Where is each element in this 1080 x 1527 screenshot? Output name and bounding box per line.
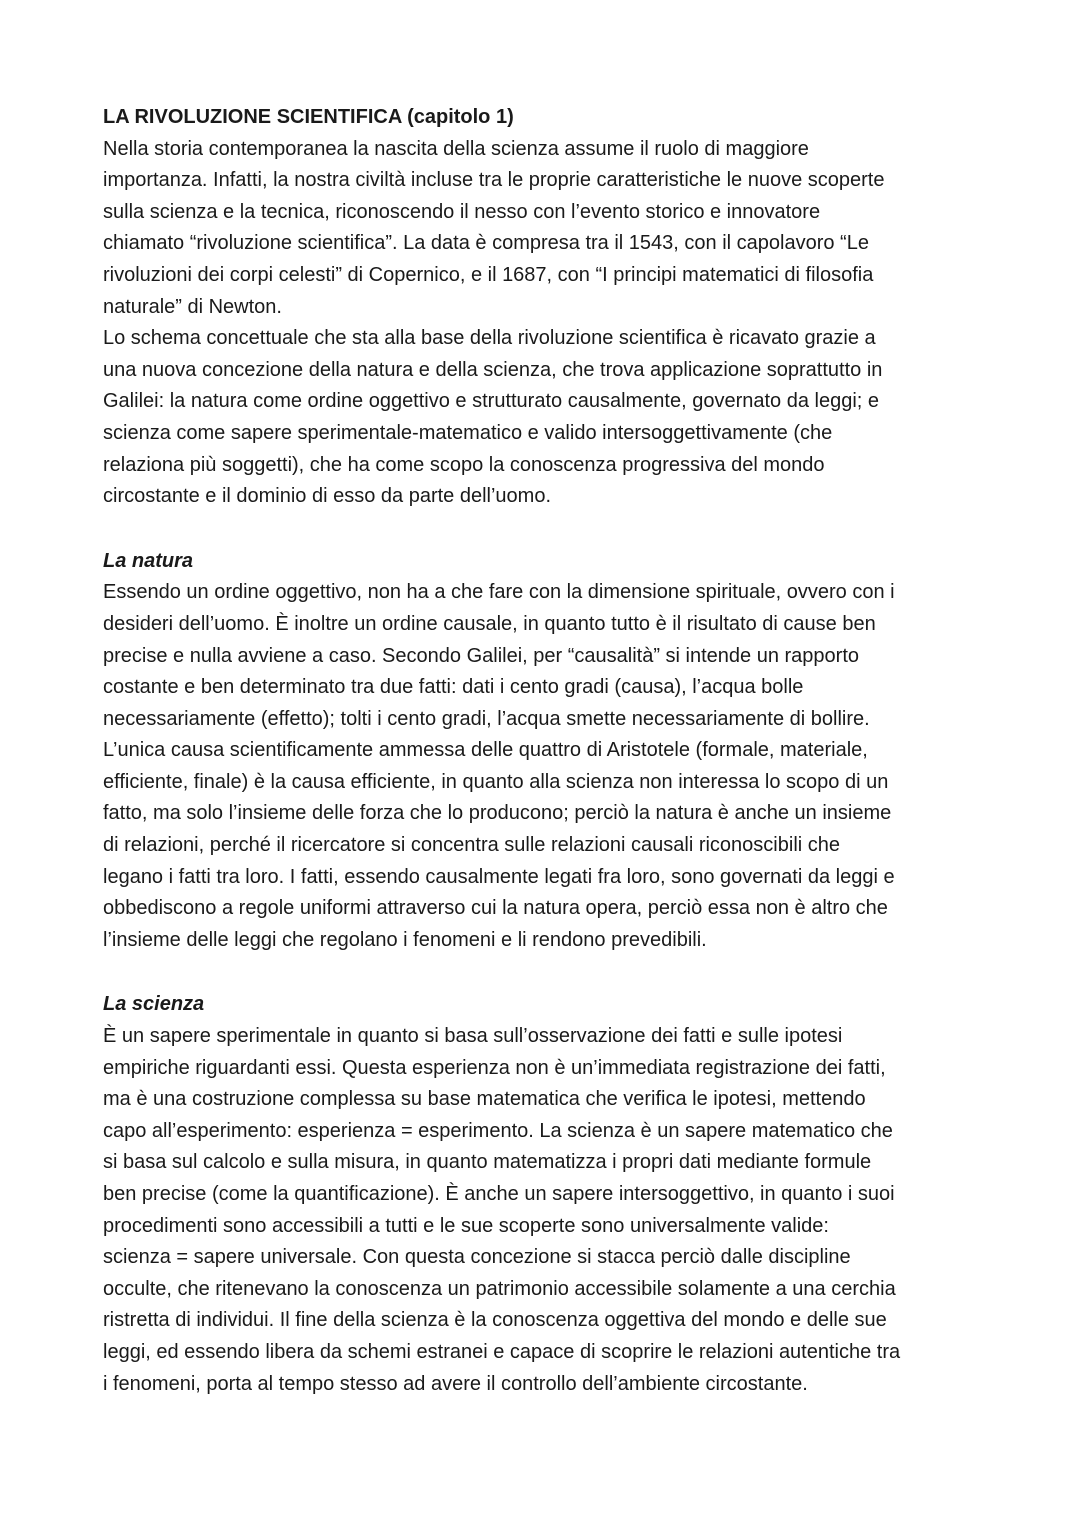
text-line: una nuova concezione della natura e della scienza, che trova applicazione soprattutto in [103,358,883,381]
text-line: legano i fatti tra loro. I fatti, essendo causalmente legati fra loro, sono governati da leggi e [103,865,895,888]
section-spacer [103,956,980,989]
section-natura [103,546,980,957]
text-line: precise e nulla avviene a caso. Secondo Galilei, per “causalità” si intende un rapporto [103,644,859,667]
text-line: costante e ben determinato tra due fatti: dati i cento gradi (causa), l’acqua bolle [103,676,804,699]
intro-paragraph [103,134,980,513]
text-line: Essendo un ordine oggettivo, non ha a che fare con la dimensione spirituale, ovvero con i [103,581,895,604]
text-line: Galilei: la natura come ordine oggettivo e strutturato causalmente, governato da leggi; e [103,390,880,413]
document-title: LA RIVOLUZIONE SCIENTIFICA (capitolo 1) [103,106,514,128]
text-line: rivoluzioni dei corpi celesti” di Copernico, e il 1687, con “I principi matematici di filosofia [103,263,874,286]
text-line: l’insieme delle leggi che regolano i fenomeni e li rendono prevedibili. [103,928,707,951]
text-line: scienza = sapere universale. Con questa concezione si stacca perciò dalle discipline [103,1246,851,1269]
text-line: sulla scienza e la tecnica, riconoscendo il nesso con l’evento storico e innovatore [103,200,821,223]
section-title-natura: La natura [103,549,194,572]
section-title-scienza: La scienza [103,993,205,1016]
text-line: obbediscono a regole uniformi attraverso cui la natura opera, perciò essa non è altro che [103,897,888,920]
text-line: capo all’esperimento: esperienza = esperimento. La scienza è un sapere matematico che [103,1119,893,1142]
text-line: occulte, che ritenevano la conoscenza un patrimonio accessibile solamente a una cerchia [103,1277,896,1300]
text-line: leggi, ed essendo libera da schemi estranei e capace di scoprire le relazioni autentiche tra [103,1340,901,1363]
text-line: relaziona più soggetti), che ha come scopo la conoscenza progressiva del mondo [103,453,825,476]
text-line: i fenomeni, porta al tempo stesso ad avere il controllo dell’ambiente circostante. [103,1372,808,1395]
text-line: Nella storia contemporanea la nascita della scienza assume il ruolo di maggiore [103,137,809,160]
section-spacer [103,513,980,546]
section-scienza [103,989,980,1400]
text-line: ristretta di individui. Il fine della scienza è la conoscenza oggettiva del mondo e delle sue [103,1309,887,1332]
text-line: L’unica causa scientificamente ammessa delle quattro di Aristotele (formale, materiale, [103,739,868,762]
text-line: empiriche riguardanti essi. Questa esperienza non è un’immediata registrazione dei fatti, [103,1056,886,1079]
text-line: procedimenti sono accessibili a tutti e le sue scoperte sono universalmente valide: [103,1214,829,1237]
text-line: necessariamente (effetto); tolti i cento gradi, l’acqua smette necessariamente di bollire. [103,707,870,730]
text-line: naturale” di Newton. [103,295,282,318]
text-line: di relazioni, perché il ricercatore si concentra sulle relazioni causali riconoscibili che [103,834,841,857]
text-line: desideri dell’uomo. È inoltre un ordine causale, in quanto tutto è il risultato di cause ben [103,612,876,635]
text-line: fatto, ma solo l’insieme delle forza che lo producono; perciò la natura è anche un insieme [103,802,892,825]
text-line: si basa sul calcolo e sulla misura, in quanto matematizza i propri dati mediante formule [103,1151,872,1174]
text-line: scienza come sapere sperimentale-matematico e valido intersoggettivamente (che [103,421,833,444]
text-line: Lo schema concettuale che sta alla base della rivoluzione scientifica è ricavato grazie a [103,327,876,350]
text-line: efficiente, finale) è la causa efficiente, in quanto alla scienza non interessa lo scopo di un [103,770,889,793]
text-line: ma è una costruzione complessa su base matematica che verifica le ipotesi, mettendo [103,1088,866,1111]
text-line: circostante e il dominio di esso da parte dell’uomo. [103,485,552,508]
text-line: ben precise (come la quantificazione). È anche un sapere intersoggettivo, in quanto i suoi [103,1183,895,1205]
text-line: È un sapere sperimentale in quanto si basa sull’osservazione dei fatti e sulle ipotesi [103,1025,843,1048]
text-line: chiamato “rivoluzione scientifica”. La data è compresa tra il 1543, con il capolavoro “Le [103,232,869,255]
text-line: importanza. Infatti, la nostra civiltà incluse tra le proprie caratteristiche le nuove scoperte [103,169,885,192]
